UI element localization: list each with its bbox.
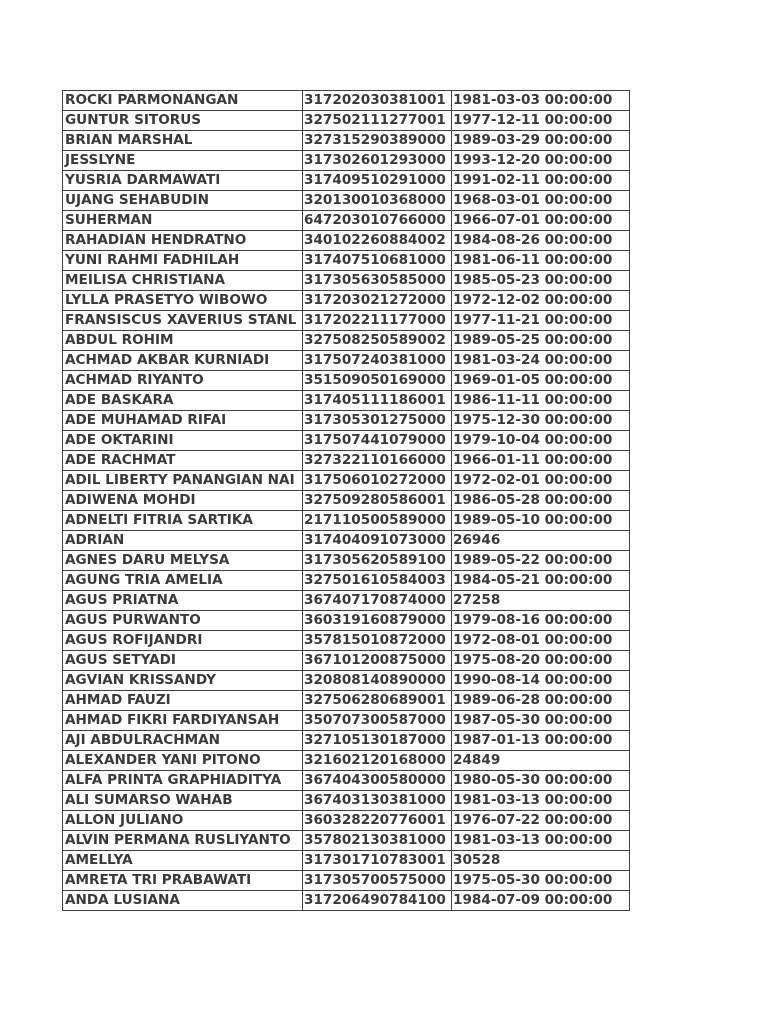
date-cell: 1987-01-13 00:00:00	[452, 731, 630, 751]
name-cell: AGVIAN KRISSANDY	[63, 671, 303, 691]
id-number-cell: 357802130381000	[303, 831, 452, 851]
name-cell: ACHMAD RIYANTO	[63, 371, 303, 391]
table-row	[63, 271, 630, 291]
date-cell: 1972-12-02 00:00:00	[452, 291, 630, 311]
date-cell: 1975-05-30 00:00:00	[452, 871, 630, 891]
table-row	[63, 351, 630, 371]
id-number-cell: 327502111277001	[303, 111, 452, 131]
table-row	[63, 511, 630, 531]
date-cell: 1987-05-30 00:00:00	[452, 711, 630, 731]
id-number-cell: 327506280689001	[303, 691, 452, 711]
date-cell: 1980-05-30 00:00:00	[452, 771, 630, 791]
id-number-cell: 327509280586001	[303, 491, 452, 511]
table-row	[63, 751, 630, 771]
id-number-cell: 327105130187000	[303, 731, 452, 751]
table-row	[63, 851, 630, 871]
name-cell: JESSLYNE	[63, 151, 303, 171]
date-cell: 24849	[452, 751, 630, 771]
name-cell: AGUS PURWANTO	[63, 611, 303, 631]
date-cell: 1986-11-11 00:00:00	[452, 391, 630, 411]
id-number-cell: 367403130381000	[303, 791, 452, 811]
date-cell: 1975-08-20 00:00:00	[452, 651, 630, 671]
date-cell: 1972-02-01 00:00:00	[452, 471, 630, 491]
table-row	[63, 591, 630, 611]
date-cell: 1989-05-22 00:00:00	[452, 551, 630, 571]
name-cell: ABDUL ROHIM	[63, 331, 303, 351]
table-row	[63, 91, 630, 111]
id-number-cell: 357815010872000	[303, 631, 452, 651]
id-number-cell: 320130010368000	[303, 191, 452, 211]
id-number-cell: 367404300580000	[303, 771, 452, 791]
date-cell: 1981-03-24 00:00:00	[452, 351, 630, 371]
table-row	[63, 191, 630, 211]
id-number-cell: 327501610584003	[303, 571, 452, 591]
table-row	[63, 711, 630, 731]
id-number-cell: 317507240381000	[303, 351, 452, 371]
date-cell: 1981-03-13 00:00:00	[452, 791, 630, 811]
name-cell: ALEXANDER YANI PITONO	[63, 751, 303, 771]
id-number-cell: 360328220776001	[303, 811, 452, 831]
name-cell: AGUS PRIATNA	[63, 591, 303, 611]
id-number-cell: 351509050169000	[303, 371, 452, 391]
id-number-cell: 317407510681000	[303, 251, 452, 271]
name-cell: ALI SUMARSO WAHAB	[63, 791, 303, 811]
id-number-cell: 317404091073000	[303, 531, 452, 551]
id-number-cell: 367101200875000	[303, 651, 452, 671]
name-cell: ALFA PRINTA GRAPHIADITYA	[63, 771, 303, 791]
name-cell: ADE BASKARA	[63, 391, 303, 411]
table-row	[63, 451, 630, 471]
name-cell: ALVIN PERMANA RUSLIYANTO	[63, 831, 303, 851]
name-cell: ADIWENA MOHDI	[63, 491, 303, 511]
name-cell: ADE MUHAMAD RIFAI	[63, 411, 303, 431]
table-row	[63, 291, 630, 311]
id-number-cell: 317305700575000	[303, 871, 452, 891]
table-row	[63, 211, 630, 231]
date-cell: 1984-05-21 00:00:00	[452, 571, 630, 591]
id-number-cell: 321602120168000	[303, 751, 452, 771]
table-row	[63, 651, 630, 671]
id-number-cell: 317202030381001	[303, 91, 452, 111]
date-cell: 1989-06-28 00:00:00	[452, 691, 630, 711]
id-number-cell: 367407170874000	[303, 591, 452, 611]
table-row	[63, 631, 630, 651]
date-cell: 1984-07-09 00:00:00	[452, 891, 630, 911]
table-row	[63, 331, 630, 351]
id-number-cell: 317409510291000	[303, 171, 452, 191]
name-cell: AGUS SETYADI	[63, 651, 303, 671]
id-number-cell: 317202211177000	[303, 311, 452, 331]
name-cell: GUNTUR SITORUS	[63, 111, 303, 131]
name-cell: LYLLA PRASETYO WIBOWO	[63, 291, 303, 311]
date-cell: 27258	[452, 591, 630, 611]
id-number-cell: 350707300587000	[303, 711, 452, 731]
table-row	[63, 791, 630, 811]
date-cell: 1981-06-11 00:00:00	[452, 251, 630, 271]
id-number-cell: 360319160879000	[303, 611, 452, 631]
date-cell: 1966-01-11 00:00:00	[452, 451, 630, 471]
date-cell: 1991-02-11 00:00:00	[452, 171, 630, 191]
date-cell: 1989-05-25 00:00:00	[452, 331, 630, 351]
name-cell: AGNES DARU MELYSA	[63, 551, 303, 571]
table-row	[63, 731, 630, 751]
table-row	[63, 171, 630, 191]
table-row	[63, 571, 630, 591]
table-row	[63, 491, 630, 511]
table-row	[63, 411, 630, 431]
name-cell: YUSRIA DARMAWATI	[63, 171, 303, 191]
table-row	[63, 391, 630, 411]
date-cell: 1979-10-04 00:00:00	[452, 431, 630, 451]
id-number-cell: 317206490784100	[303, 891, 452, 911]
name-cell: AMRETA TRI PRABAWATI	[63, 871, 303, 891]
name-cell: ADRIAN	[63, 531, 303, 551]
name-cell: UJANG SEHABUDIN	[63, 191, 303, 211]
date-cell: 1977-11-21 00:00:00	[452, 311, 630, 331]
id-number-cell: 340102260884002	[303, 231, 452, 251]
name-cell: ROCKI PARMONANGAN	[63, 91, 303, 111]
date-cell: 1977-12-11 00:00:00	[452, 111, 630, 131]
date-cell: 1990-08-14 00:00:00	[452, 671, 630, 691]
date-cell: 1969-01-05 00:00:00	[452, 371, 630, 391]
data-table	[62, 90, 630, 911]
table-row	[63, 831, 630, 851]
id-number-cell: 317305630585000	[303, 271, 452, 291]
name-cell: ADE RACHMAT	[63, 451, 303, 471]
table-body	[63, 91, 630, 911]
id-number-cell: 320808140890000	[303, 671, 452, 691]
name-cell: AHMAD FAUZI	[63, 691, 303, 711]
table-row	[63, 431, 630, 451]
table-row	[63, 471, 630, 491]
name-cell: ALLON JULIANO	[63, 811, 303, 831]
id-number-cell: 327322110166000	[303, 451, 452, 471]
name-cell: RAHADIAN HENDRATNO	[63, 231, 303, 251]
table-row	[63, 671, 630, 691]
id-number-cell: 647203010766000	[303, 211, 452, 231]
date-cell: 1968-03-01 00:00:00	[452, 191, 630, 211]
name-cell: YUNI RAHMI FADHILAH	[63, 251, 303, 271]
date-cell: 1966-07-01 00:00:00	[452, 211, 630, 231]
table-row	[63, 311, 630, 331]
name-cell: SUHERMAN	[63, 211, 303, 231]
name-cell: ACHMAD AKBAR KURNIADI	[63, 351, 303, 371]
table-row	[63, 111, 630, 131]
date-cell: 1981-03-13 00:00:00	[452, 831, 630, 851]
id-number-cell: 327315290389000	[303, 131, 452, 151]
date-cell: 26946	[452, 531, 630, 551]
table-row	[63, 891, 630, 911]
id-number-cell: 317506010272000	[303, 471, 452, 491]
table-row	[63, 771, 630, 791]
table-row	[63, 871, 630, 891]
id-number-cell: 317203021272000	[303, 291, 452, 311]
table-row	[63, 611, 630, 631]
date-cell: 1989-03-29 00:00:00	[452, 131, 630, 151]
id-number-cell: 317507441079000	[303, 431, 452, 451]
name-cell: AGUNG TRIA AMELIA	[63, 571, 303, 591]
table-row	[63, 131, 630, 151]
table-row	[63, 231, 630, 251]
table-row	[63, 151, 630, 171]
table-row	[63, 371, 630, 391]
date-cell: 1985-05-23 00:00:00	[452, 271, 630, 291]
date-cell: 1979-08-16 00:00:00	[452, 611, 630, 631]
name-cell: AGUS ROFIJANDRI	[63, 631, 303, 651]
id-number-cell: 327508250589002	[303, 331, 452, 351]
id-number-cell: 317302601293000	[303, 151, 452, 171]
name-cell: ADE OKTARINI	[63, 431, 303, 451]
table-row	[63, 811, 630, 831]
name-cell: FRANSISCUS XAVERIUS STANL	[63, 311, 303, 331]
name-cell: AJI ABDULRACHMAN	[63, 731, 303, 751]
id-number-cell: 317301710783001	[303, 851, 452, 871]
name-cell: BRIAN MARSHAL	[63, 131, 303, 151]
date-cell: 30528	[452, 851, 630, 871]
date-cell: 1976-07-22 00:00:00	[452, 811, 630, 831]
table-row	[63, 691, 630, 711]
name-cell: ADNELTI FITRIA SARTIKA	[63, 511, 303, 531]
date-cell: 1972-08-01 00:00:00	[452, 631, 630, 651]
id-number-cell: 317305301275000	[303, 411, 452, 431]
table-row	[63, 251, 630, 271]
table-row	[63, 531, 630, 551]
table-row	[63, 551, 630, 571]
name-cell: ADIL LIBERTY PANANGIAN NAI	[63, 471, 303, 491]
name-cell: ANDA LUSIANA	[63, 891, 303, 911]
id-number-cell: 217110500589000	[303, 511, 452, 531]
date-cell: 1986-05-28 00:00:00	[452, 491, 630, 511]
date-cell: 1981-03-03 00:00:00	[452, 91, 630, 111]
date-cell: 1989-05-10 00:00:00	[452, 511, 630, 531]
id-number-cell: 317305620589100	[303, 551, 452, 571]
date-cell: 1993-12-20 00:00:00	[452, 151, 630, 171]
date-cell: 1975-12-30 00:00:00	[452, 411, 630, 431]
date-cell: 1984-08-26 00:00:00	[452, 231, 630, 251]
name-cell: AHMAD FIKRI FARDIYANSAH	[63, 711, 303, 731]
name-cell: MEILISA CHRISTIANA	[63, 271, 303, 291]
name-cell: AMELLYA	[63, 851, 303, 871]
id-number-cell: 317405111186001	[303, 391, 452, 411]
